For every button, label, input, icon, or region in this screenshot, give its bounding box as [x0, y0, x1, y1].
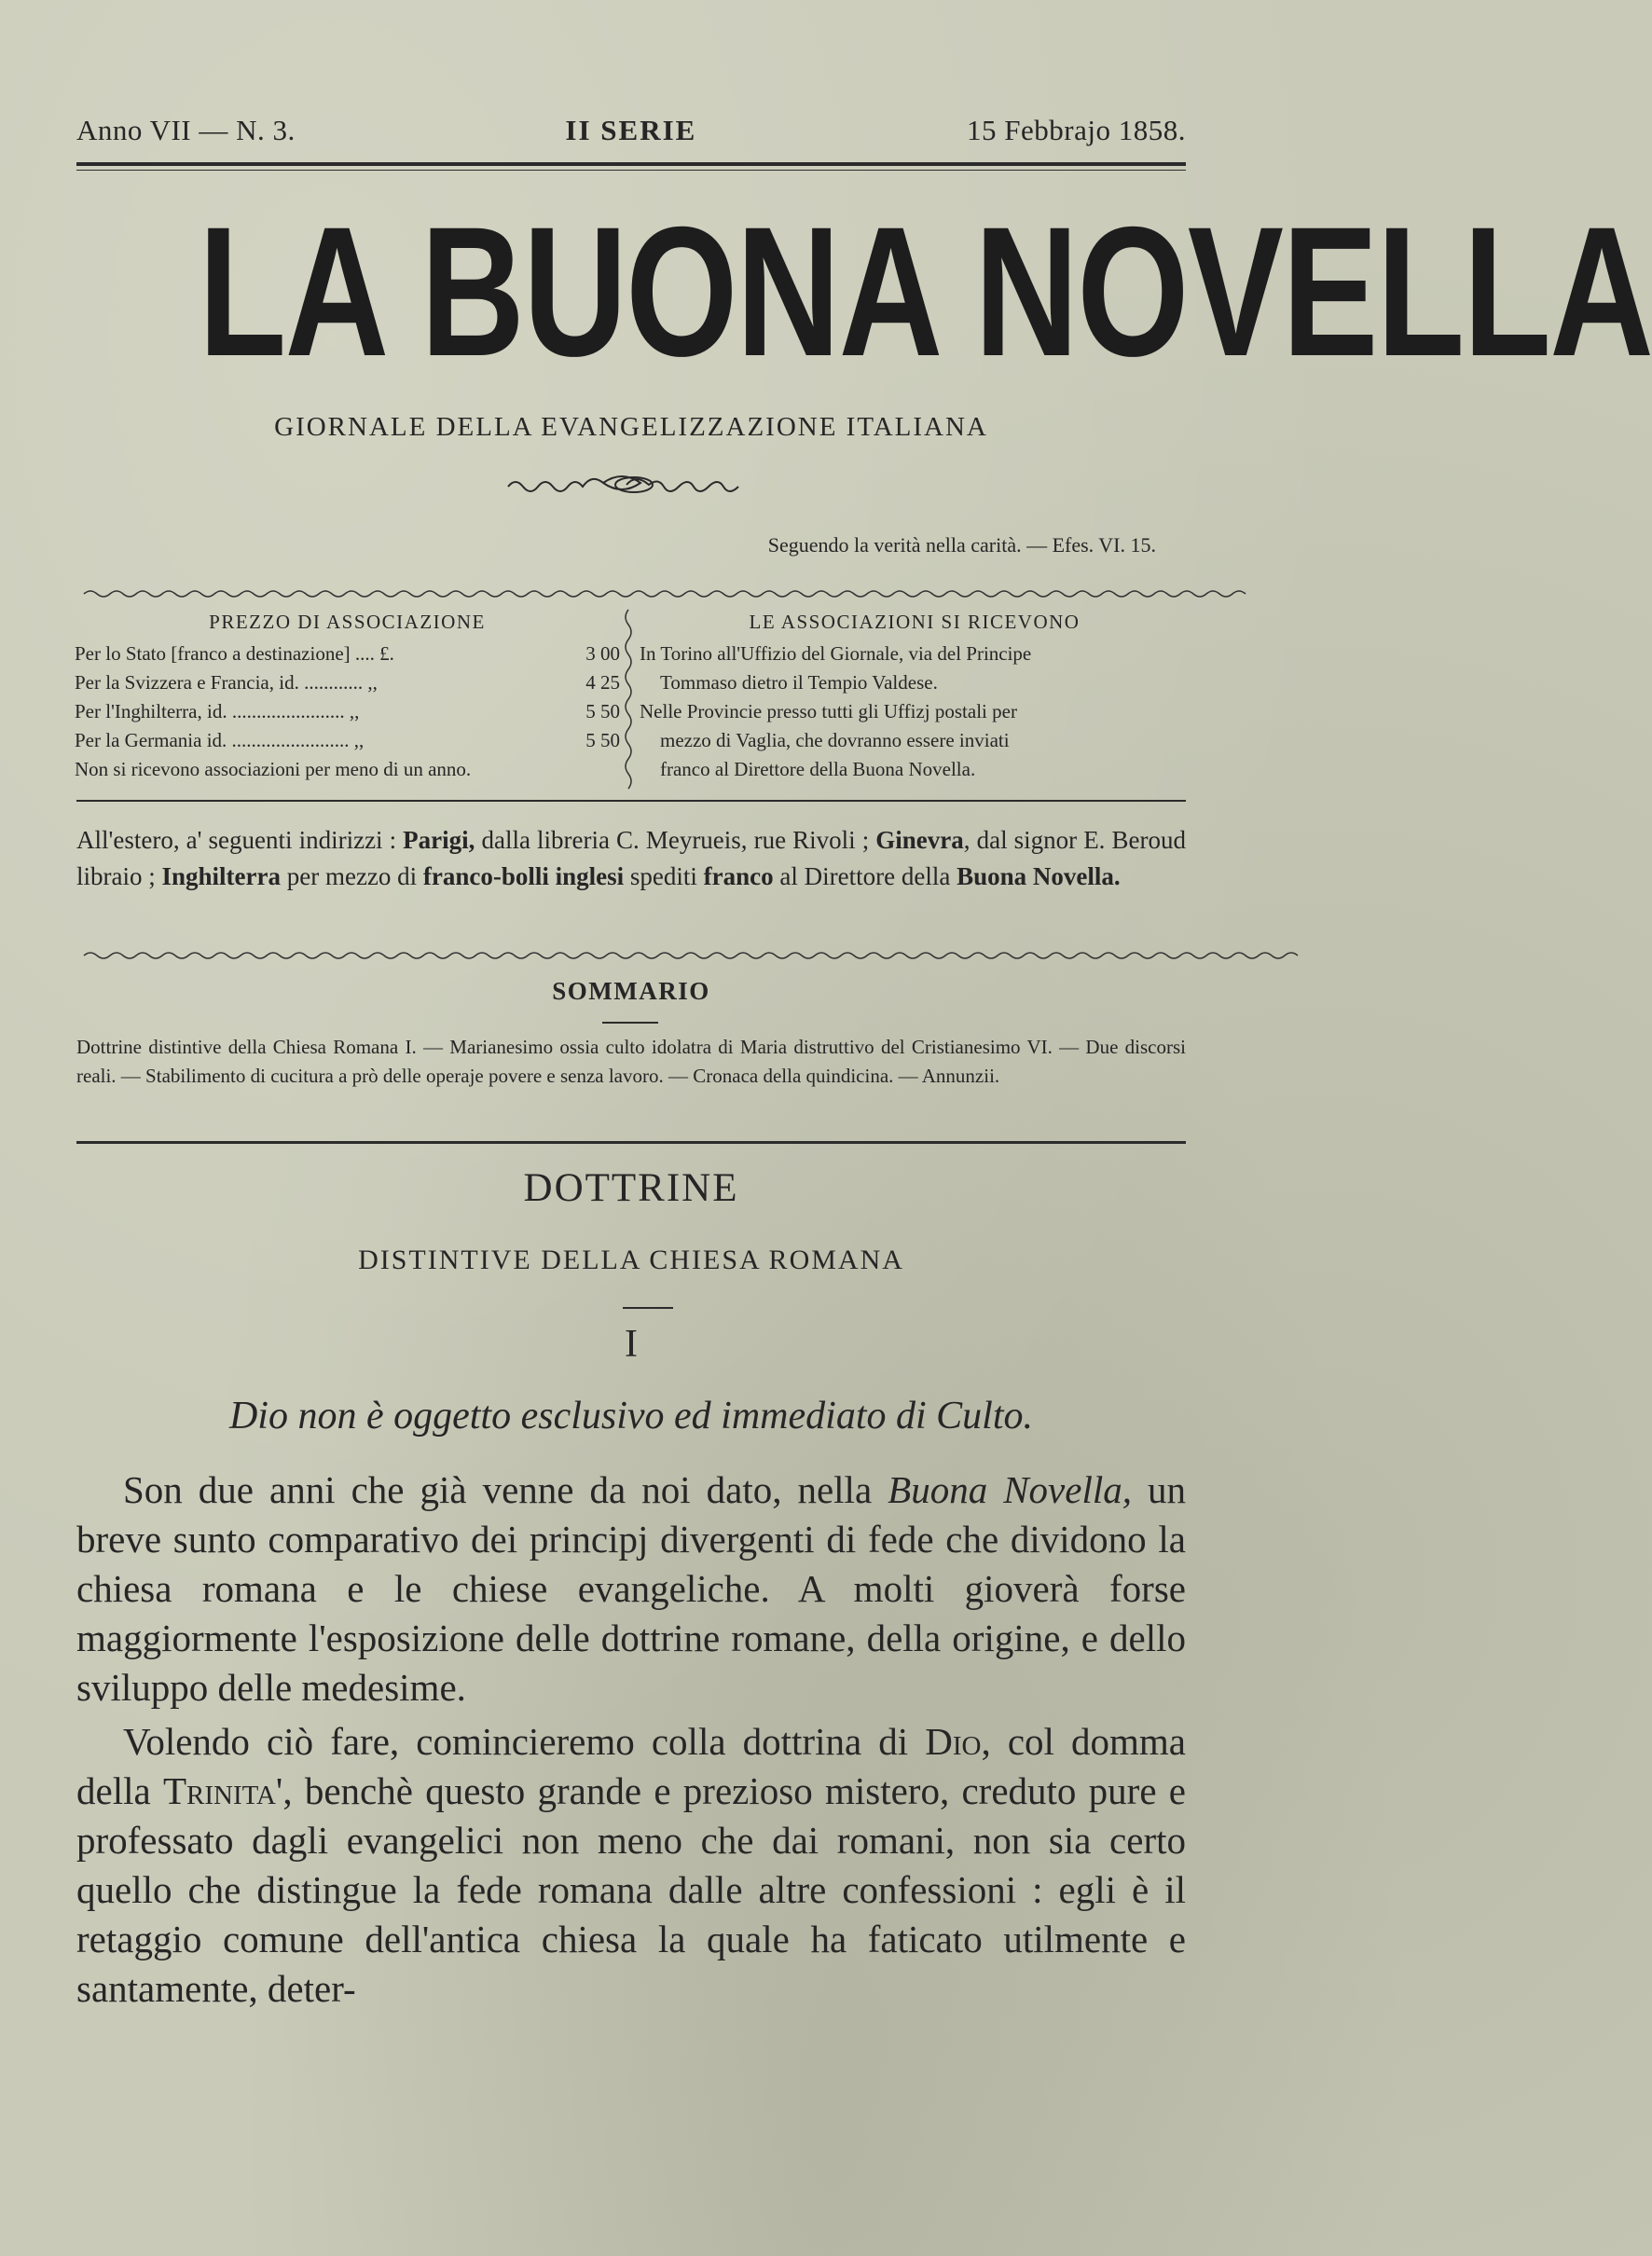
paragraph-text: Son due anni che già venne da noi dato, nella [123, 1468, 888, 1511]
price-column [75, 608, 620, 784]
masthead-motto: Seguendo la verità nella carità. — Efes. VI. 15. [767, 533, 1156, 557]
franco-text: franco [703, 862, 774, 890]
receive-line: mezzo di Vaglia, che dovranno essere inviati [660, 729, 1010, 751]
brace-divider [615, 608, 641, 785]
paragraph-text: , col domma della [76, 1720, 1186, 1812]
masthead-subtitle: GIORNALE DELLA EVANGELIZZAZIONE ITALIANA [274, 412, 988, 442]
wavy-divider [84, 949, 1184, 962]
header-rule-thick [76, 162, 1186, 166]
price-value: 5 50 [585, 700, 620, 722]
issue-header [76, 114, 1186, 147]
paragraph [76, 1717, 1186, 2014]
paragraph [76, 1465, 1186, 1713]
flourish-ornament [503, 466, 755, 503]
journal-name-italic: Buona Novella, [888, 1468, 1132, 1511]
article-title: DOTTRINE [523, 1166, 739, 1210]
price-note: Non si ricevono associazioni per meno di un anno. [75, 758, 472, 780]
receive-line: franco al Direttore della Buona Novella. [660, 758, 976, 780]
receive-line: Nelle Provincie presso tutti gli Uffizj postali per [640, 700, 1017, 722]
sommario-underline [602, 1022, 658, 1024]
article-subtitle: DISTINTIVE DELLA CHIESA ROMANA [358, 1245, 904, 1275]
word-trinita: Trinita' [162, 1769, 283, 1812]
issue-number: Anno VII — N. 3. [76, 114, 296, 146]
price-value: 5 50 [585, 729, 620, 751]
paragraph-text: Volendo ciò fare, comincieremo colla dottrina di [123, 1720, 926, 1763]
foreign-text: All'estero, a' seguenti indirizzi : [76, 826, 404, 854]
foreign-addresses [76, 822, 1186, 895]
paragraph-text: un breve sunto comparativo dei principj divergenti di fede che dividono la chiesa romana e le chiese evangeliche. A molti gioverà forse maggiormente l'esposizione delle dottrine romane, della origine, e dello sviluppo delle medesime. [76, 1468, 1186, 1709]
price-row [75, 697, 620, 726]
foreign-text: al Direttore della [773, 862, 957, 890]
price-heading: PREZZO DI ASSOCIAZIONE [209, 611, 486, 633]
article-body [76, 1465, 1186, 2018]
price-row [75, 726, 620, 755]
wavy-divider [84, 587, 1184, 600]
journal-name: Buona Novella. [957, 862, 1121, 890]
subscription-rule [76, 800, 1186, 802]
price-value: 4 25 [585, 671, 620, 694]
chapter-number: I [625, 1323, 638, 1366]
price-label: Per lo Stato [franco a destinazione] .... £. [75, 642, 394, 665]
price-row [75, 640, 620, 668]
receive-heading: LE ASSOCIAZIONI SI RICEVONO [749, 611, 1081, 633]
city-paris: Parigi, [403, 826, 475, 854]
sommario-title: SOMMARIO [552, 977, 710, 1005]
foreign-text: spediti [624, 862, 704, 890]
foreign-text: , dal signor E. Beroud libraio ; [76, 826, 1186, 890]
word-dio: Dio [925, 1720, 982, 1763]
receive-column [640, 608, 1190, 784]
stamps-text: franco-bolli inglesi [422, 862, 625, 890]
price-label: Per la Germania id. ........................ ,, [75, 729, 365, 751]
series-label: II SERIE [565, 114, 697, 146]
paragraph-text: , benchè questo grande e prezioso mistero, creduto pure e professato dagli evangelici non meno che dai romani, non sia certo quello che distingue la fede romana dalle altre confessioni : egli è il retaggio comune dell'antica chiesa la quale ha faticato utilmente e santamente, deter- [76, 1769, 1186, 2010]
issue-date: 15 Febbrajo 1858. [967, 114, 1186, 146]
price-value: 3 00 [585, 642, 620, 665]
sommario-rule [76, 1141, 1186, 1144]
receive-line: In Torino all'Uffizio del Giornale, via del Principe [640, 642, 1032, 665]
receive-line: Tommaso dietro il Tempio Valdese. [660, 671, 938, 694]
article-divider [623, 1307, 673, 1309]
foreign-text: dalla libreria C. Meyrueis, rue Rivoli ; [475, 826, 876, 854]
price-label: Per l'Inghilterra, id. ....................... ,, [75, 700, 360, 722]
price-label: Per la Svizzera e Francia, id. ............ ,, [75, 671, 378, 694]
sommario-text: Dottrine distintive della Chiesa Romana I. — Marianesimo ossia culto idolatra di Maria distruttivo del Cristianesimo VI. — Due discorsi reali. — Stabilimento di cucitura a prò delle operaje povere e senza lavoro. — Cronaca della quindicina. — Annunzii. [76, 1036, 1186, 1087]
header-rule-thin [76, 170, 1186, 171]
country-england: Inghilterra [161, 862, 281, 890]
foreign-text: per mezzo di [280, 862, 423, 890]
city-geneva: Ginevra [875, 826, 964, 854]
chapter-title: Dio non è oggetto esclusivo ed immediato di Culto. [228, 1395, 1034, 1438]
masthead-title: LA BUONA NOVELLA [198, 188, 1652, 394]
price-row [75, 668, 620, 697]
